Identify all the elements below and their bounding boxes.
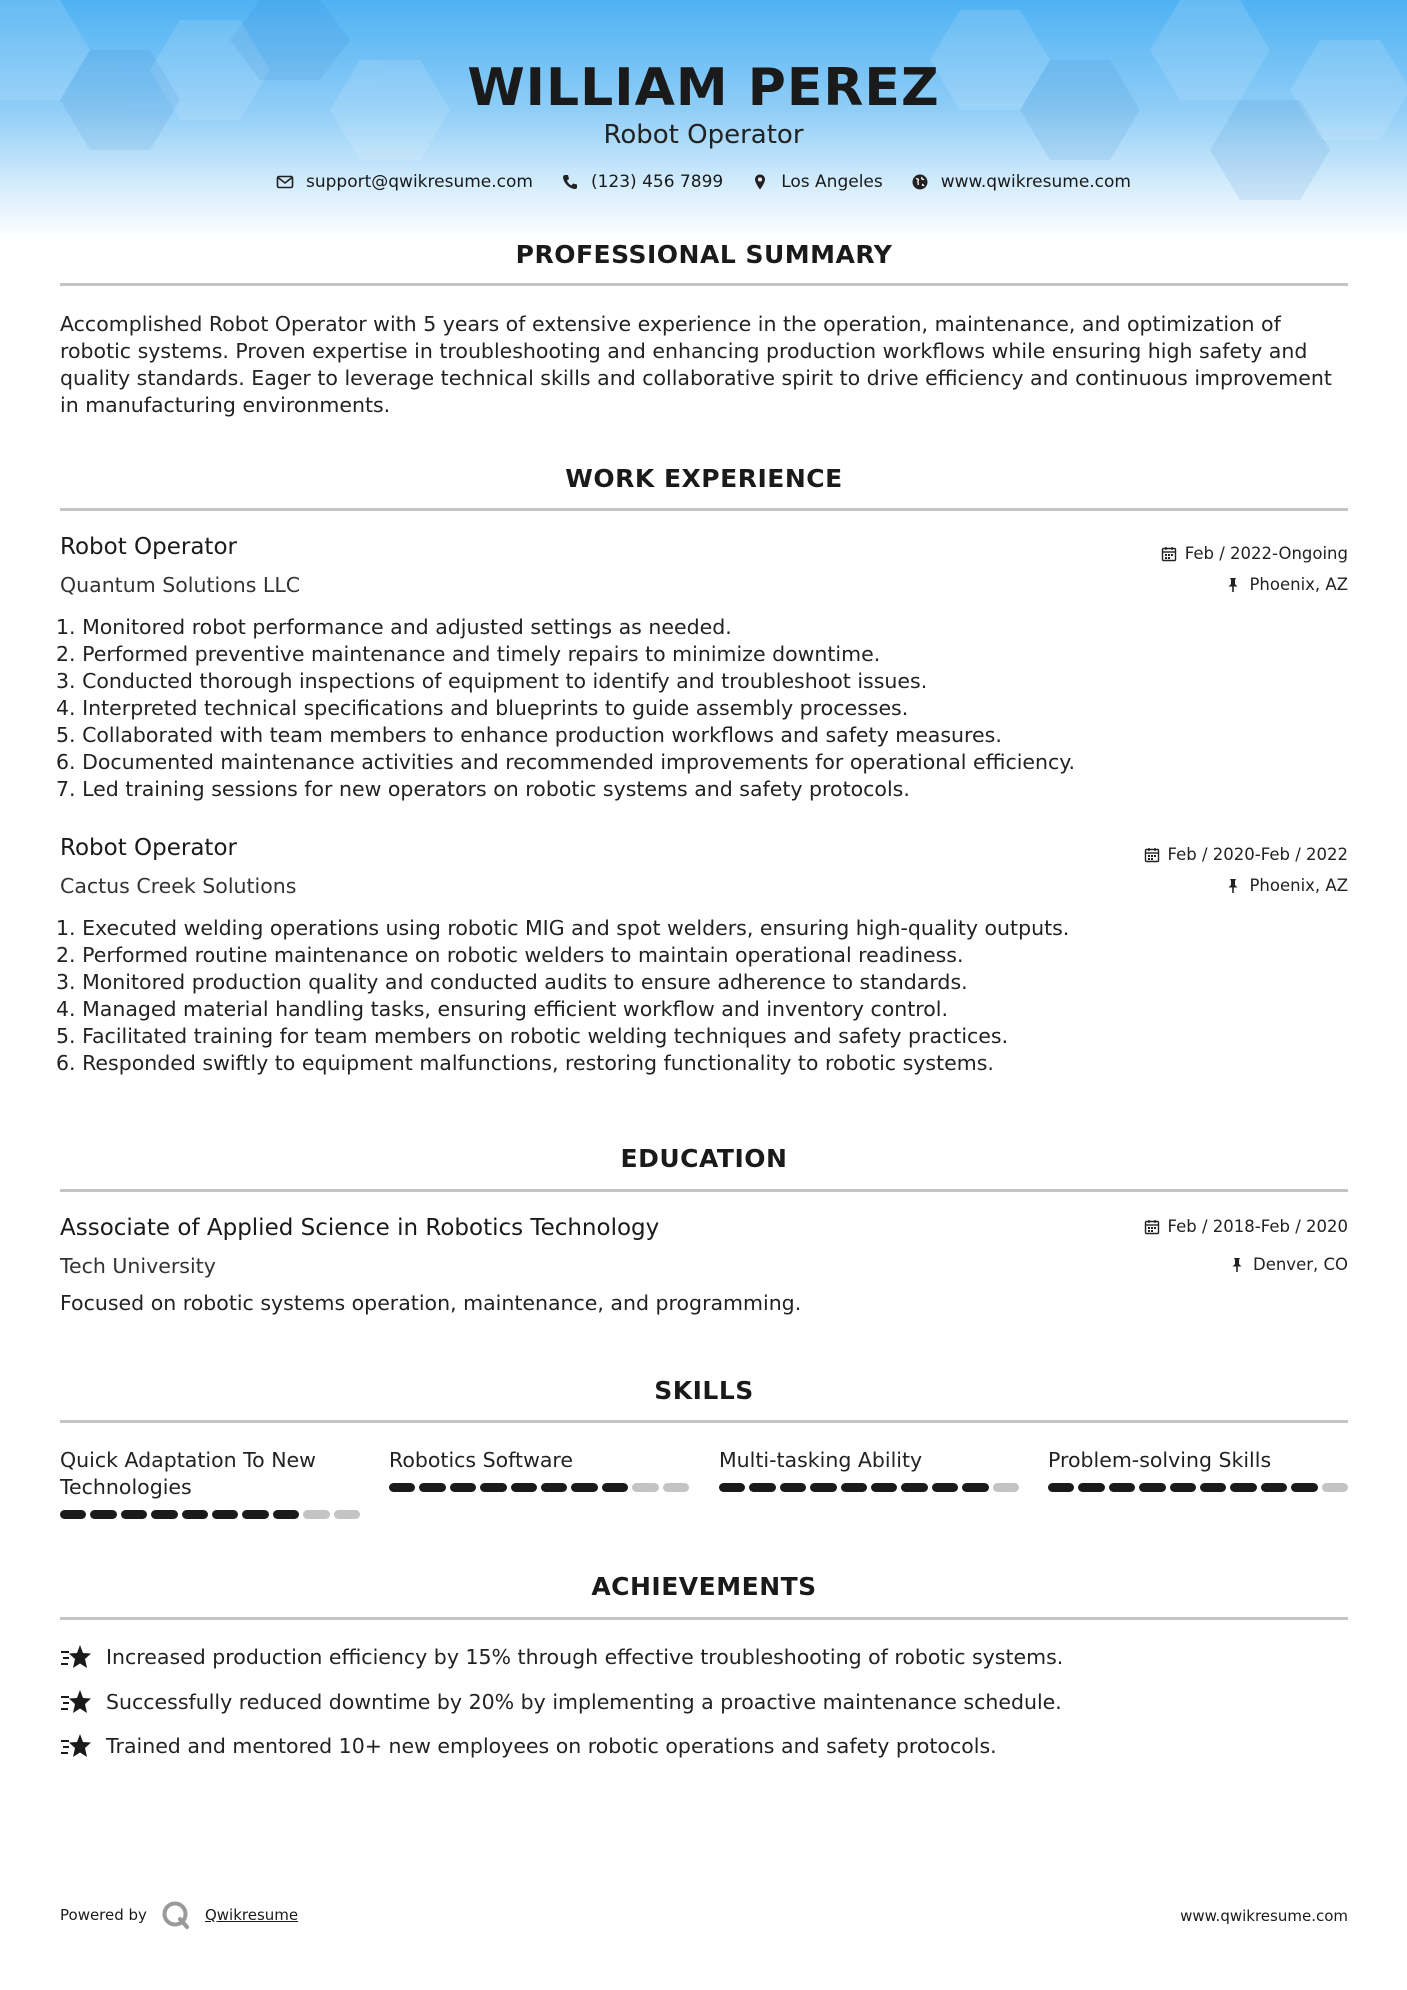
skill-segment xyxy=(334,1510,360,1519)
job-duties-list xyxy=(56,915,1256,1077)
contact-website[interactable] xyxy=(911,172,1131,192)
qwikresume-logo-icon xyxy=(161,1900,191,1930)
skill-segment xyxy=(389,1483,415,1492)
skill-name: Quick Adaptation To New Technologies xyxy=(60,1448,316,1499)
job-dates xyxy=(1161,544,1348,563)
globe-icon xyxy=(911,173,929,191)
skill-segment xyxy=(1291,1483,1317,1492)
list-item: 5. Facilitated training for team members on robotic welding techniques and safety practices. xyxy=(56,1024,1009,1048)
education-location-text: Denver, CO xyxy=(1252,1255,1348,1274)
contact-location xyxy=(751,172,883,192)
company-name: Cactus Creek Solutions xyxy=(60,874,297,898)
list-item: 1. Monitored robot performance and adjusted settings as needed. xyxy=(56,615,732,639)
skill-name: Multi-tasking Ability xyxy=(719,1448,923,1472)
website-text: www.qwikresume.com xyxy=(940,172,1131,192)
list-item: 7. Led training sessions for new operators on robotic systems and safety protocols. xyxy=(56,777,910,801)
brand-link[interactable]: Qwikresume xyxy=(204,1906,299,1924)
skill-name: Robotics Software xyxy=(389,1448,573,1472)
achievement-text: Successfully reduced downtime by 20% by implementing a proactive maintenance schedule. xyxy=(106,1690,1062,1714)
skill-segment xyxy=(419,1483,445,1492)
list-item: 2. Performed routine maintenance on robotic welders to maintain operational readiness. xyxy=(56,943,964,967)
summary-heading: PROFESSIONAL SUMMARY xyxy=(515,240,893,269)
skill-segment xyxy=(1322,1483,1348,1492)
school-name: Tech University xyxy=(60,1254,216,1278)
map-pin-icon xyxy=(751,173,769,191)
summary-text: Accomplished Robot Operator with 5 years of extensive experience in the operation, maintenance, and optimization of robotic systems. Proven expertise in troubleshooting and enhancing production workflows while ensuring high safety and quality standards. Eager to leverage technical skills and collaborative spirit to drive efficiency and continuous improvement in manufacturing environments. xyxy=(60,312,1332,417)
job-location xyxy=(1225,876,1348,895)
contact-bar xyxy=(0,172,1407,192)
skill-name: Problem-solving Skills xyxy=(1048,1448,1272,1472)
skill-segment xyxy=(719,1483,745,1492)
achievement-item xyxy=(60,1733,997,1759)
skill-segment xyxy=(182,1510,208,1519)
skill-segment xyxy=(571,1483,597,1492)
calendar-icon xyxy=(1161,546,1177,562)
experience-divider xyxy=(60,508,1348,511)
skills-heading: SKILLS xyxy=(654,1376,754,1405)
location-text: Los Angeles xyxy=(781,172,883,192)
skill-segment xyxy=(541,1483,567,1492)
skill-segment xyxy=(602,1483,628,1492)
skill-segment xyxy=(932,1483,958,1492)
education-description: Focused on robotic systems operation, maintenance, and programming. xyxy=(60,1291,802,1315)
list-item: 4. Managed material handling tasks, ensuring efficient workflow and inventory control. xyxy=(56,997,949,1021)
skill-segment xyxy=(511,1483,537,1492)
list-item: 5. Collaborated with team members to enhance production workflows and safety measures. xyxy=(56,723,1002,747)
skill-segment xyxy=(273,1510,299,1519)
job-duties-list xyxy=(56,614,1256,803)
job-location-text: Phoenix, AZ xyxy=(1249,876,1348,895)
education-divider xyxy=(60,1189,1348,1192)
skill-segment xyxy=(841,1483,867,1492)
skill-level-bar xyxy=(389,1483,689,1493)
job-dates-text: Feb / 2022-Ongoing xyxy=(1184,544,1348,563)
contact-email[interactable] xyxy=(276,172,533,192)
list-item: 4. Interpreted technical specifications and blueprints to guide assembly processes. xyxy=(56,696,909,720)
skill-segment xyxy=(632,1483,658,1492)
list-item: 3. Conducted thorough inspections of equipment to identify and troubleshoot issues. xyxy=(56,669,928,693)
list-item: 6. Documented maintenance activities and recommended improvements for operational efficiency. xyxy=(56,750,1076,774)
skill-segment xyxy=(780,1483,806,1492)
calendar-icon xyxy=(1144,847,1160,863)
skill-segment xyxy=(121,1510,147,1519)
achievement-item xyxy=(60,1689,1062,1715)
star-icon xyxy=(60,1689,92,1715)
education-heading: EDUCATION xyxy=(620,1144,788,1173)
skill-segment xyxy=(810,1483,836,1492)
experience-heading: WORK EXPERIENCE xyxy=(565,464,843,493)
education-location xyxy=(1229,1255,1348,1274)
job-title: Robot Operator xyxy=(60,534,237,560)
skill-segment xyxy=(1200,1483,1226,1492)
skill-level-bar xyxy=(719,1483,1019,1493)
skill-segment xyxy=(1261,1483,1287,1492)
skill-segment xyxy=(1139,1483,1165,1492)
skill-level-bar xyxy=(1048,1483,1348,1493)
pushpin-icon xyxy=(1229,1257,1245,1273)
job-title: Robot Operator xyxy=(60,835,237,861)
skill-segment xyxy=(212,1510,238,1519)
phone-text: (123) 456 7899 xyxy=(590,172,724,192)
email-text: support@qwikresume.com xyxy=(306,172,533,192)
pushpin-icon xyxy=(1225,577,1241,593)
achievements-divider xyxy=(60,1617,1348,1620)
skill-level-bar xyxy=(60,1510,360,1520)
achievement-text: Increased production efficiency by 15% through effective troubleshooting of robotic systems. xyxy=(106,1645,1064,1669)
list-item: 2. Performed preventive maintenance and timely repairs to minimize downtime. xyxy=(56,642,881,666)
achievement-item xyxy=(60,1644,1063,1670)
job-location-text: Phoenix, AZ xyxy=(1249,575,1348,594)
education-dates-text: Feb / 2018-Feb / 2020 xyxy=(1167,1217,1348,1236)
skill-segment xyxy=(480,1483,506,1492)
star-icon xyxy=(60,1644,92,1670)
candidate-name: WILLIAM PEREZ xyxy=(467,58,940,118)
contact-phone[interactable] xyxy=(561,172,723,192)
envelope-icon xyxy=(276,173,294,191)
job-location xyxy=(1225,575,1348,594)
skills-divider xyxy=(60,1420,1348,1423)
degree-title: Associate of Applied Science in Robotics Technology xyxy=(60,1215,660,1241)
list-item: 6. Responded swiftly to equipment malfunctions, restoring functionality to robotic systems. xyxy=(56,1051,994,1075)
list-item: 1. Executed welding operations using robotic MIG and spot welders, ensuring high-quality outputs. xyxy=(56,916,1070,940)
skill-segment xyxy=(1078,1483,1104,1492)
skill-segment xyxy=(60,1510,86,1519)
powered-by-label: Powered by xyxy=(60,1906,147,1924)
education-dates xyxy=(1144,1217,1348,1236)
pushpin-icon xyxy=(1225,878,1241,894)
job-dates xyxy=(1144,845,1348,864)
skill-segment xyxy=(901,1483,927,1492)
skill-segment xyxy=(1230,1483,1256,1492)
achievement-text: Trained and mentored 10+ new employees on robotic operations and safety protocols. xyxy=(106,1734,997,1758)
skill-segment xyxy=(1048,1483,1074,1492)
summary-divider xyxy=(60,283,1348,286)
calendar-icon xyxy=(1144,1219,1160,1235)
candidate-title: Robot Operator xyxy=(603,120,804,150)
skill-segment xyxy=(1170,1483,1196,1492)
star-icon xyxy=(60,1733,92,1759)
skill-segment xyxy=(450,1483,476,1492)
footer-website-link[interactable]: www.qwikresume.com xyxy=(1180,1907,1348,1925)
job-dates-text: Feb / 2020-Feb / 2022 xyxy=(1167,845,1348,864)
achievements-heading: ACHIEVEMENTS xyxy=(591,1572,817,1601)
skill-segment xyxy=(749,1483,775,1492)
skill-segment xyxy=(151,1510,177,1519)
footer-branding xyxy=(60,1900,298,1930)
skill-segment xyxy=(303,1510,329,1519)
company-name: Quantum Solutions LLC xyxy=(60,573,301,597)
skill-segment xyxy=(993,1483,1019,1492)
skill-segment xyxy=(871,1483,897,1492)
skill-segment xyxy=(962,1483,988,1492)
skill-segment xyxy=(90,1510,116,1519)
skill-segment xyxy=(663,1483,689,1492)
skill-segment xyxy=(1109,1483,1135,1492)
phone-icon xyxy=(561,173,579,191)
list-item: 3. Monitored production quality and conducted audits to ensure adherence to standards. xyxy=(56,970,968,994)
skill-segment xyxy=(242,1510,268,1519)
